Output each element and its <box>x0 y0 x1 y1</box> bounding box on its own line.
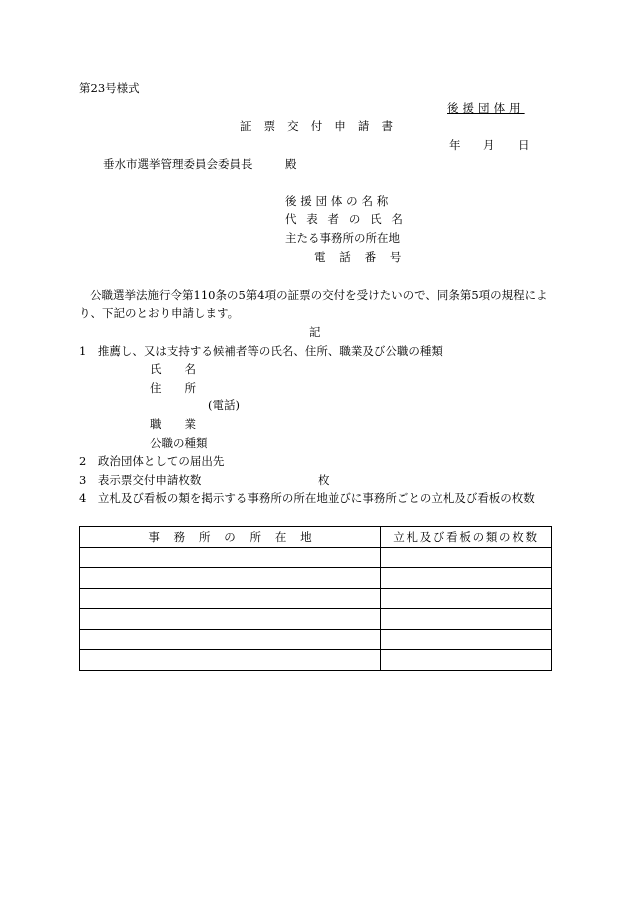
office-address-cell[interactable] <box>80 547 381 568</box>
addressee: 垂水市選挙管理委員会委員長 <box>103 157 253 171</box>
signboard-count-cell[interactable] <box>381 650 552 671</box>
table-header-office-address: 事務所の所在地 <box>80 527 381 548</box>
table-row <box>80 547 552 568</box>
date-year: 年 <box>449 138 461 152</box>
table-row <box>80 650 552 671</box>
date-day: 日 <box>518 138 530 152</box>
form-number: 第23号様式 <box>79 81 140 95</box>
office-address-label: 主たる事務所の所在地 <box>285 231 400 245</box>
item1-occupation: 職 業 <box>150 417 196 431</box>
office-address-cell[interactable] <box>80 650 381 671</box>
signboard-count-cell[interactable] <box>381 568 552 589</box>
table-row <box>80 568 552 589</box>
office-address-cell[interactable] <box>80 588 381 609</box>
signboard-count-cell[interactable] <box>381 588 552 609</box>
phone-label: 電話番号 <box>314 250 416 264</box>
ki-heading: 記 <box>309 325 321 339</box>
signboard-count-cell[interactable] <box>381 609 552 630</box>
table-row <box>80 588 552 609</box>
table-row <box>80 629 552 650</box>
office-address-cell[interactable] <box>80 629 381 650</box>
item3-unit: 枚 <box>318 473 330 487</box>
item2-text: 2 政治団体としての届出先 <box>79 454 225 468</box>
signboard-count-cell[interactable] <box>381 629 552 650</box>
body-paragraph-line1: 公職選挙法施行令第110条の5第4項の証票の交付を受けたいので、同条第5項の規程によ <box>90 288 548 302</box>
item1-name: 氏 名 <box>150 362 196 376</box>
addressee-honorific: 殿 <box>285 157 297 171</box>
group-name-label: 後援団体の名称 <box>285 194 393 208</box>
signboard-count-cell[interactable] <box>381 547 552 568</box>
date-month: 月 <box>483 138 495 152</box>
usage-label: 後援団体用 <box>447 101 525 115</box>
office-address-cell[interactable] <box>80 568 381 589</box>
table-header-signboard-count: 立札及び看板の類の枚数 <box>381 527 552 548</box>
item1-phone: (電話) <box>208 398 240 412</box>
body-paragraph-line2: り、下記のとおり申請します。 <box>79 306 240 320</box>
office-address-cell[interactable] <box>80 609 381 630</box>
table-header-row <box>80 527 552 548</box>
item1-text: 1 推薦し、又は支持する候補者等の氏名、住所、職業及び公職の種類 <box>79 344 443 358</box>
representative-label: 代表者の氏名 <box>285 212 413 226</box>
table-row <box>80 609 552 630</box>
item1-address: 住 所 <box>150 381 196 395</box>
item4-text: 4 立札及び看板の類を掲示する事務所の所在地並びに事務所ごとの立札及び看板の枚数 <box>79 491 535 505</box>
office-signboard-table <box>79 526 552 671</box>
item3-text: 3 表示票交付申請枚数 <box>79 473 202 487</box>
form-title: 証票交付申請書 <box>240 119 406 133</box>
item1-office-type: 公職の種類 <box>150 436 208 450</box>
